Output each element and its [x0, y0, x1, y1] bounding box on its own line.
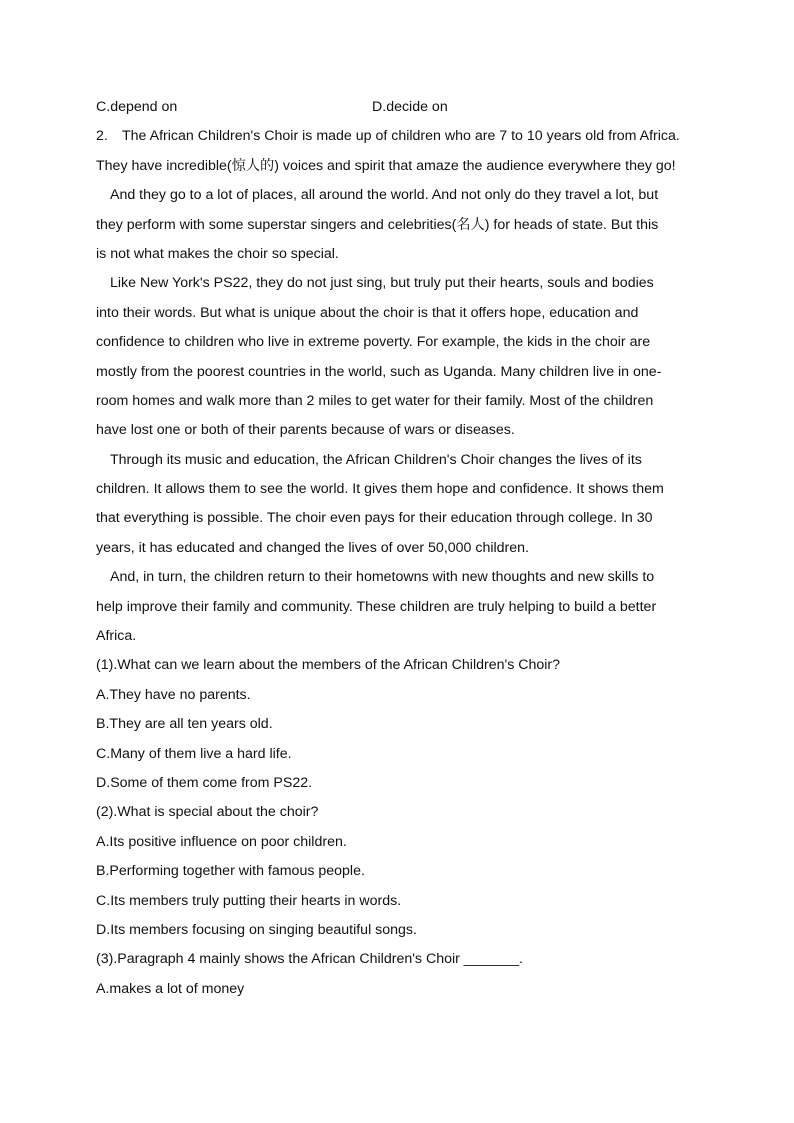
question-3 [96, 945, 700, 1004]
passage-line: They have incredible(惊人的) voices and spirit that amaze the audience everywhere they go! [96, 157, 676, 174]
question-stem: (3).Paragraph 4 mainly shows the African Children's Choir _______. [96, 951, 523, 968]
answer-option: A.Its positive influence on poor children. [96, 833, 347, 850]
answer-option: B.They are all ten years old. [96, 716, 273, 733]
answer-option: C.Its members truly putting their hearts in words. [96, 892, 402, 909]
passage-line: confidence to children who live in extreme poverty. For example, the kids in the choir are [96, 334, 651, 351]
passage-line: And, in turn, the children return to their hometowns with new thoughts and new skills to [110, 569, 655, 586]
passage-line: children. It allows them to see the world. It gives them hope and confidence. It shows them [96, 481, 664, 498]
answer-option: C.Many of them live a hard life. [96, 745, 292, 762]
passage-line: mostly from the poorest countries in the world, such as Uganda. Many children live in one- [96, 363, 662, 380]
question-stem: (2).What is special about the choir? [96, 804, 319, 821]
passage-line: into their words. But what is unique about the choir is that it offers hope, education and [96, 304, 639, 321]
question-2 [96, 798, 700, 945]
option-d: D.decide on [372, 99, 448, 115]
answer-option: D.Its members focusing on singing beautiful songs. [96, 921, 417, 938]
question-number: 2. [96, 128, 108, 145]
passage-line: they perform with some superstar singers and celebrities(名人) for heads of state. But this [96, 216, 659, 233]
question-stem: (1).What can we learn about the members of the African Children's Choir? [96, 657, 561, 674]
passage-line: Africa. [96, 628, 137, 645]
passage-line: 2. The African Children's Choir is made up of children who are 7 to 10 years old from Africa. [96, 122, 700, 151]
document-page [96, 93, 700, 1004]
answer-option: A.makes a lot of money [96, 980, 245, 997]
option-c: C.depend on [96, 99, 178, 115]
passage-line: Like New York's PS22, they do not just sing, but truly put their hearts, souls and bodies [110, 275, 654, 292]
passage-line: that everything is possible. The choir even pays for their education through college. In 30 [96, 510, 653, 527]
passage-line: is not what makes the choir so special. [96, 245, 339, 262]
passage-line: have lost one or both of their parents because of wars or diseases. [96, 422, 515, 439]
answer-option: A.They have no parents. [96, 686, 251, 703]
passage-line: And they go to a lot of places, all around the world. And not only do they travel a lot, but [110, 187, 659, 204]
question-1 [96, 651, 700, 798]
passage [96, 122, 700, 651]
passage-line: years, it has educated and changed the lives of over 50,000 children. [96, 539, 530, 556]
passage-line: room homes and walk more than 2 miles to get water for their family. Most of the children [96, 392, 654, 409]
passage-line: Through its music and education, the African Children's Choir changes the lives of its [110, 451, 642, 468]
previous-question-options [96, 93, 700, 122]
answer-option: D.Some of them come from PS22. [96, 774, 313, 791]
answer-option: B.Performing together with famous people. [96, 863, 365, 880]
passage-line: help improve their family and community. These children are truly helping to build a better [96, 598, 657, 615]
